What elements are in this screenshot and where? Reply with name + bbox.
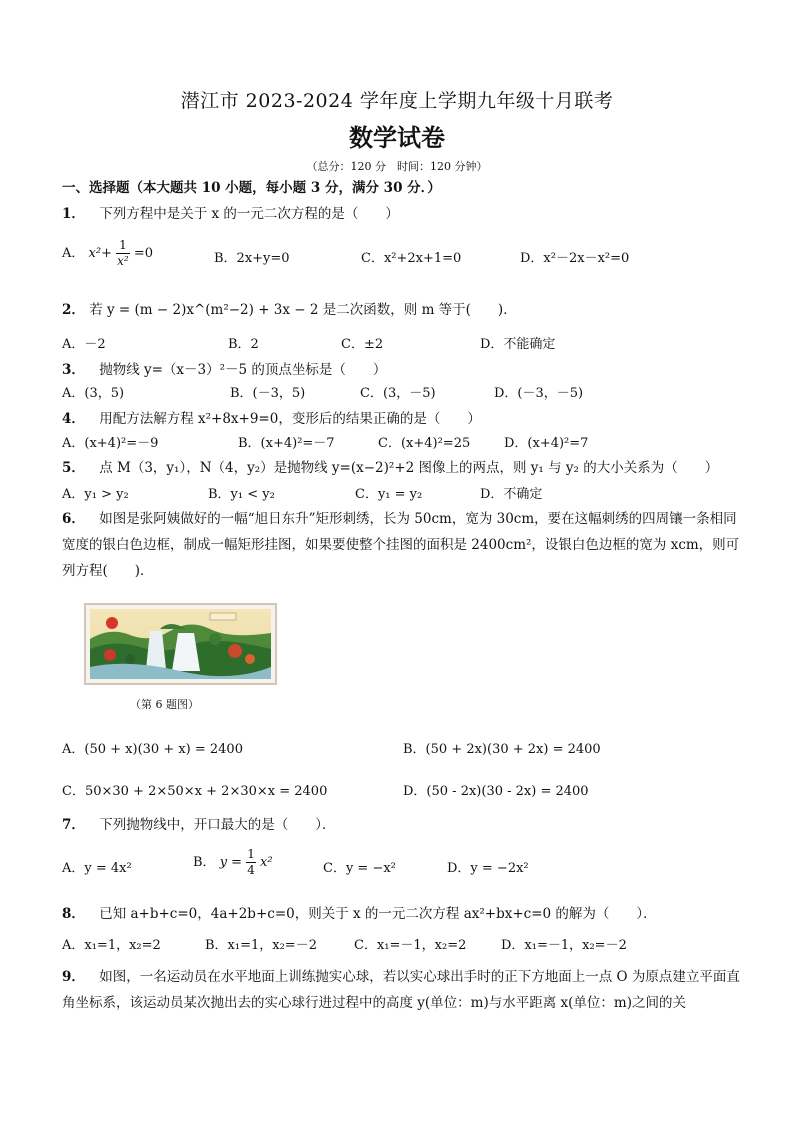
q1-option-b: B．2x+y=0 [214,251,290,266]
q5-option-c: C．y₁ = y₂ [355,487,423,502]
q6-option-d: D．(50 - 2x)(30 - 2x) = 2400 [403,784,589,799]
question-5 [62,456,718,476]
question-number: 4． [62,411,85,427]
q4-option-c: C．(x+4)²=25 [378,436,471,451]
q5-option-b: B．y₁ < y₂ [208,487,275,502]
fraction [116,238,130,269]
section-heading: 一、选择题（本大题共 10 小题，每小题 3 分，满分 30 分．） [62,180,441,196]
q7-option-b [193,847,273,878]
q8-option-d: D．x₁=－1，x₂=－2 [501,938,627,953]
q8-option-b: B．x₁=1，x₂=－2 [205,938,317,953]
fraction-numerator: 1 [116,238,130,254]
question-number: 8． [62,906,85,922]
question-8 [62,902,657,922]
q3-option-c: C．(3，－5) [360,386,436,401]
q2-option-d: D．不能确定 [480,337,556,352]
q7-option-c: C．y = −x² [323,861,396,876]
figure-caption: （第 6 题图） [130,698,199,711]
option-label: B． [193,855,216,870]
question-number: 3． [62,362,85,378]
q5-option-a: A．y₁ > y₂ [62,487,129,502]
q7-option-d: D．y = −2x² [447,861,529,876]
exam-title: 潜江市 2023-2024 学年度上学期九年级十月联考 [180,90,614,112]
landscape-illustration [90,609,271,679]
option-label: A． [62,246,85,261]
question-text: 抛物线 y=（x－3）²－5 的顶点坐标是（ ） [99,362,387,378]
question-7 [62,813,335,833]
q1-option-d: D．x²－2x－x²=0 [520,251,630,266]
q8-option-a: A．x₁=1，x₂=2 [62,938,161,953]
question-number: 6． [62,511,85,527]
q5-option-d: D．不确定 [480,487,543,502]
question-3 [62,358,386,378]
option-expr-pre: x²+ [88,246,112,261]
option-expr-post: x² [260,855,273,870]
question-text: 已知 a+b+c=0，4a+2b+c=0，则关于 x 的一元二次方程 ax²+bx+c=0 的解为（ ）． [99,906,657,922]
question-1 [62,202,399,222]
exam-info: （总分：120 分 时间：120 分钟） [306,160,488,173]
question-6 [62,506,742,584]
q6-option-c: C．50×30 + 2×50×x + 2×30×x = 2400 [62,784,328,799]
landscape-image [90,609,271,679]
question-number: 1． [62,206,85,222]
question-2 [62,298,517,318]
question-text: 如图，一名运动员在水平地面上训练抛实心球，若以实心球出手时的正下方地面上一点 O 为原点建立平面直角坐标系，该运动员某次抛出去的实心球行进过程中的高度 y(单位：m)与水平距离 x(单位：m)之间的关 [62,969,740,1011]
question-number: 2． [62,302,85,318]
q1-option-c: C．x²+2x+1=0 [361,251,462,266]
question-text: 下列抛物线中，开口最大的是（ ）． [99,817,336,833]
subject-title: 数学试卷 [349,124,445,152]
question-4 [62,407,481,427]
q7-option-a: A．y = 4x² [62,861,132,876]
q2-option-c: C．±2 [341,337,384,352]
embroidery-figure [84,603,277,685]
question-number: 7． [62,817,85,833]
q3-option-b: B．(－3，5) [230,386,306,401]
option-expr-pre: y = [219,855,243,870]
question-number: 9． [62,969,85,985]
q6-option-a: A．(50 + x)(30 + x) = 2400 [62,742,243,757]
fraction-denominator: 4 [247,863,255,877]
question-text: 若 y = (m − 2)x^(m²−2) + 3x − 2 是二次函数，则 m 等于( )． [89,302,517,318]
q3-option-d: D．(－3，－5) [494,386,584,401]
q3-option-a: A．(3，5) [62,386,125,401]
q2-option-b: B．2 [228,337,259,352]
question-text: 如图是张阿姨做好的一幅“旭日东升”矩形刺绣，长为 50cm，宽为 30cm，要在这幅刺绣的四周镶一条相同宽度的银白色边框，制成一幅矩形挂图，如果要使整个挂图的面积是 2400cm²，设银白色边框的宽为 xcm，则可列方程( )． [62,511,740,579]
question-text: 点 M（3，y₁），N（4，y₂）是抛物线 y=(x−2)²+2 图像上的两点，则 y₁ 与 y₂ 的大小关系为（ ） [99,460,719,476]
fraction-numerator: 1 [247,847,255,861]
option-expr-post: =0 [133,246,153,261]
q4-option-d: D．(x+4)²=7 [504,436,589,451]
question-text: 用配方法解方程 x²+8x+9=0，变形后的结果正确的是（ ） [99,411,481,427]
q4-option-b: B．(x+4)²=－7 [238,436,335,451]
fraction-denominator: x² [117,254,129,268]
q1-option-a [62,238,153,269]
question-9 [62,964,742,1016]
question-number: 5． [62,460,85,476]
q2-option-a: A．－2 [62,337,106,352]
q8-option-c: C．x₁=－1，x₂=2 [354,938,467,953]
q6-option-b: B．(50 + 2x)(30 + 2x) = 2400 [403,742,601,757]
question-text: 下列方程中是关于 x 的一元二次方程的是（ ） [99,206,399,222]
fraction [246,847,256,878]
q4-option-a: A．(x+4)²=－9 [62,436,159,451]
